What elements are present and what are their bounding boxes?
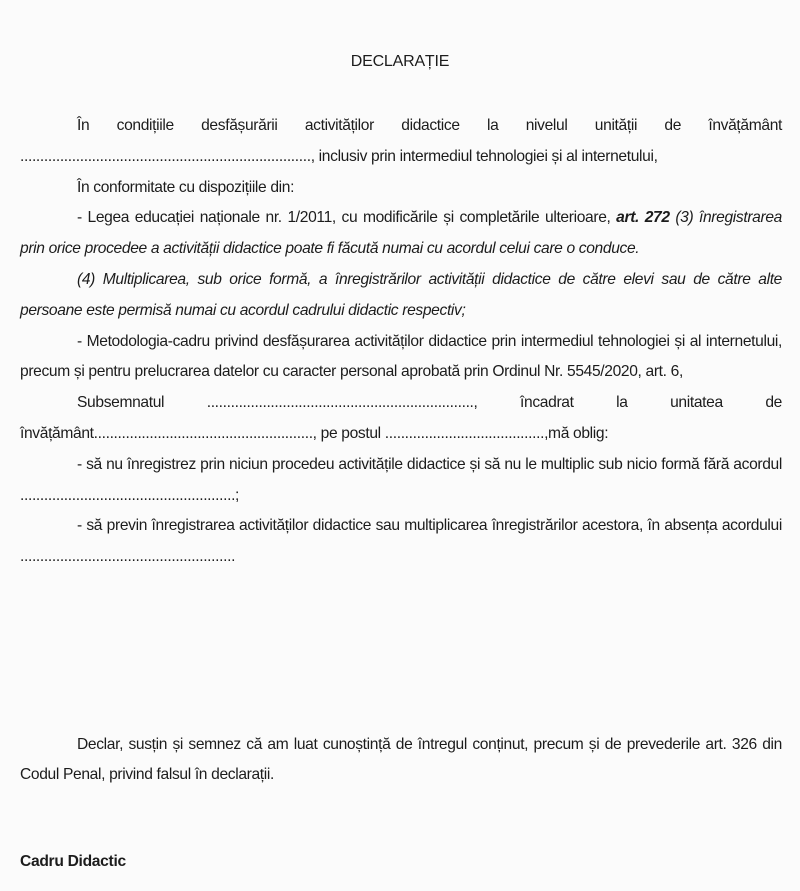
document-title: DECLARAȚIE	[350, 53, 450, 70]
paragraph-conformity: În conformitate cu dispozițiile din:	[77, 178, 295, 196]
law-reference-lead: - Legea educației naționale nr. 1/2011, cu modificările și completările ulterioare,	[77, 209, 617, 227]
paragraph-undersigned: Subsemnatul ..................................................................., încadrat la unitatea de învățământ......................................................., pe postul ........................................,mă oblig:	[20, 394, 782, 442]
signature-label: Cadru Didactic	[20, 853, 126, 870]
paragraph-obligation-1: - să nu înregistrez prin niciun procedeu activitățile didactice și să nu le multiplic sub nicio formă fără acordul ......................................................;	[20, 455, 782, 504]
article-quote: (3) înregistrarea prin orice procedee a activității didactice poate fi făcută numai cu acordul celui care o conduce.	[20, 209, 782, 258]
paragraph-context: În condițiile desfășurării activităților didactice la nivelul unității de învățământ ........................................................................., inclusiv prin intermediul tehnologiei și al internetului,	[20, 117, 782, 165]
closing-statement	[20, 730, 782, 790]
paragraph-article-4: (4) Multiplicarea, sub orice formă, a înregistrărilor activității didactice de către elevi sau de către alte persoane este permisă numai cu acordul cadrului didactic respectiv;	[20, 270, 782, 319]
paragraph-methodology: - Metodologia-cadru privind desfășurarea activităților didactice prin intermediul tehnologiei și al internetului, precum și pentru prelucrarea datelor cu caracter personal aprobată prin Ordinul Nr. 5545/2020, art. 6,	[20, 332, 782, 381]
paragraph-obligation-2: - să previn înregistrarea activităților didactice sau multiplicarea înregistrărilor acestora, în absența acordului ......................................................	[20, 517, 782, 566]
paragraph-closing: Declar, susțin și semnez că am luat cunoștință de întregul conținut, precum și de prevederile art. 326 din Codul Penal, privind falsul în declarații.	[20, 736, 782, 783]
paragraph-law-reference	[20, 203, 782, 265]
document-body	[20, 111, 782, 573]
article-reference: art. 272	[616, 209, 670, 227]
